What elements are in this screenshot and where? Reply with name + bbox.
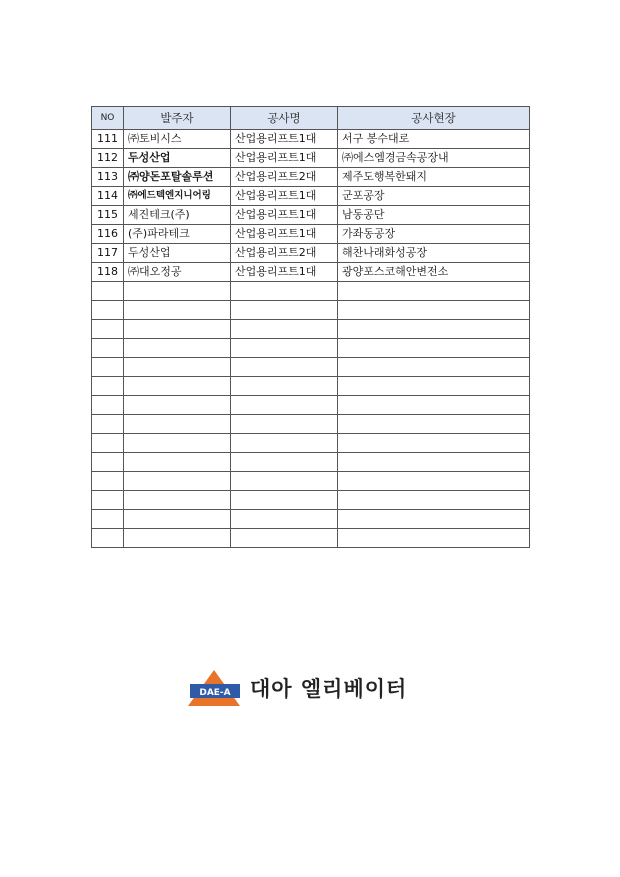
cell-project: 산업용리프트1대 [231, 225, 338, 244]
table-body [92, 130, 530, 548]
cell-site: 군포공장 [338, 187, 530, 206]
cell-no: 113 [92, 168, 124, 187]
empty-table-row [92, 339, 530, 358]
empty-cell [231, 472, 338, 491]
construction-record-table [91, 106, 530, 548]
empty-table-row [92, 434, 530, 453]
cell-project: 산업용리프트2대 [231, 168, 338, 187]
table-row [92, 149, 530, 168]
cell-site: 서구 봉수대로 [338, 130, 530, 149]
empty-cell [124, 301, 231, 320]
empty-cell [231, 415, 338, 434]
empty-cell [92, 529, 124, 548]
cell-project: 산업용리프트1대 [231, 187, 338, 206]
empty-cell [338, 510, 530, 529]
empty-cell [338, 491, 530, 510]
table-header-row [92, 107, 530, 130]
empty-cell [124, 377, 231, 396]
company-name: 대아 엘리베이터 [250, 677, 408, 701]
empty-cell [92, 320, 124, 339]
empty-cell [338, 282, 530, 301]
empty-cell [92, 453, 124, 472]
cell-site: 남동공단 [338, 206, 530, 225]
header-client: 발주자 [124, 107, 231, 130]
cell-client: 세진테크(주) [124, 206, 231, 225]
cell-project: 산업용리프트1대 [231, 149, 338, 168]
empty-cell [338, 434, 530, 453]
header-project: 공사명 [231, 107, 338, 130]
cell-no: 118 [92, 263, 124, 282]
empty-cell [231, 358, 338, 377]
cell-client: 두성산업 [124, 149, 231, 168]
empty-cell [92, 301, 124, 320]
empty-cell [231, 320, 338, 339]
cell-project: 산업용리프트1대 [231, 263, 338, 282]
empty-cell [231, 301, 338, 320]
empty-table-row [92, 529, 530, 548]
empty-cell [338, 301, 530, 320]
empty-cell [231, 377, 338, 396]
cell-site: 가좌동공장 [338, 225, 530, 244]
empty-cell [92, 339, 124, 358]
header-site: 공사현장 [338, 107, 530, 130]
empty-cell [124, 320, 231, 339]
cell-client: 두성산업 [124, 244, 231, 263]
empty-cell [231, 396, 338, 415]
empty-cell [338, 377, 530, 396]
cell-client: ㈜대오정공 [124, 263, 231, 282]
empty-cell [231, 510, 338, 529]
empty-cell [231, 434, 338, 453]
empty-cell [338, 396, 530, 415]
cell-project: 산업용리프트2대 [231, 244, 338, 263]
empty-table-row [92, 301, 530, 320]
empty-cell [92, 282, 124, 301]
empty-table-row [92, 491, 530, 510]
cell-site: 제주도행복한돼지 [338, 168, 530, 187]
cell-no: 117 [92, 244, 124, 263]
empty-cell [124, 434, 231, 453]
table-row [92, 130, 530, 149]
empty-cell [124, 453, 231, 472]
empty-cell [231, 529, 338, 548]
cell-no: 116 [92, 225, 124, 244]
company-logo [186, 668, 436, 708]
empty-table-row [92, 415, 530, 434]
cell-no: 112 [92, 149, 124, 168]
empty-cell [338, 320, 530, 339]
cell-project: 산업용리프트1대 [231, 130, 338, 149]
cell-site: ㈜에스엠경금속공장내 [338, 149, 530, 168]
empty-cell [92, 491, 124, 510]
empty-table-row [92, 377, 530, 396]
empty-cell [92, 434, 124, 453]
table-row [92, 168, 530, 187]
empty-cell [124, 529, 231, 548]
empty-cell [231, 453, 338, 472]
empty-table-row [92, 472, 530, 491]
empty-cell [124, 339, 231, 358]
empty-table-row [92, 396, 530, 415]
empty-cell [92, 358, 124, 377]
empty-cell [338, 472, 530, 491]
table-row [92, 225, 530, 244]
cell-project: 산업용리프트1대 [231, 206, 338, 225]
dae-a-emblem-icon [186, 668, 242, 708]
empty-cell [92, 472, 124, 491]
empty-table-row [92, 510, 530, 529]
logo-emblem-text: DAE-A [199, 688, 231, 698]
table-row [92, 244, 530, 263]
empty-table-row [92, 358, 530, 377]
empty-cell [92, 396, 124, 415]
header-no: NO [92, 107, 124, 130]
cell-client: ㈜에드텍엔지니어링 [124, 187, 231, 206]
empty-table-row [92, 282, 530, 301]
table-row [92, 263, 530, 282]
empty-table-row [92, 453, 530, 472]
empty-cell [124, 358, 231, 377]
empty-cell [92, 510, 124, 529]
cell-client: ㈜양돈포탈솔루션 [124, 168, 231, 187]
empty-cell [338, 358, 530, 377]
cell-client: (주)파라테크 [124, 225, 231, 244]
empty-cell [124, 491, 231, 510]
cell-no: 115 [92, 206, 124, 225]
empty-cell [124, 282, 231, 301]
empty-cell [338, 453, 530, 472]
empty-cell [231, 282, 338, 301]
cell-no: 111 [92, 130, 124, 149]
empty-cell [124, 396, 231, 415]
empty-cell [92, 415, 124, 434]
cell-client: ㈜토비시스 [124, 130, 231, 149]
empty-cell [338, 339, 530, 358]
empty-cell [231, 491, 338, 510]
empty-table-row [92, 320, 530, 339]
table-row [92, 187, 530, 206]
empty-cell [92, 377, 124, 396]
cell-site: 해찬나래화성공장 [338, 244, 530, 263]
empty-cell [124, 510, 231, 529]
empty-cell [124, 472, 231, 491]
table-row [92, 206, 530, 225]
cell-no: 114 [92, 187, 124, 206]
empty-cell [124, 415, 231, 434]
empty-cell [231, 339, 338, 358]
empty-cell [338, 415, 530, 434]
empty-cell [338, 529, 530, 548]
cell-site: 광양포스코해안변전소 [338, 263, 530, 282]
